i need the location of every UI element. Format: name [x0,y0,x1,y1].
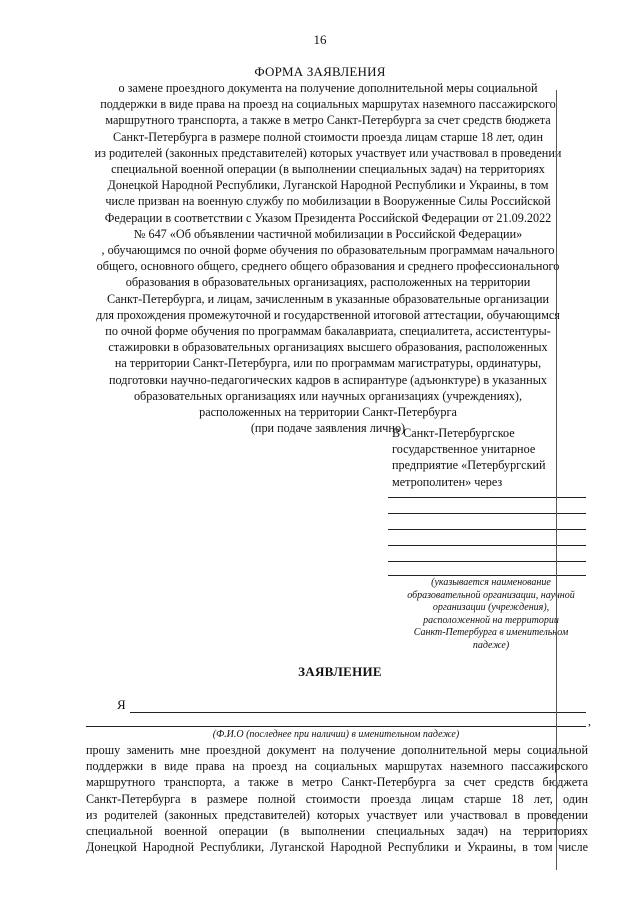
applicant-name-hint: (Ф.И.О (последнее при наличии) в именительном падеже) [212,729,460,740]
form-subtitle [78,80,578,436]
applicant-name-line[interactable] [130,712,586,713]
subtitle-line: маршрутного транспорта, а также в метро Санкт-Петербурга за счет средств бюджета [105,113,551,128]
subtitle-line: числе призван на военную службу по мобилизации в Вооруженные Силы Российской [105,194,551,209]
addressee-line: метрополитен» через [392,474,503,489]
addressee-line: предприятие «Петербургский [392,458,546,473]
addressee-line: государственное унитарное [392,442,536,457]
body-line: прошу заменить мне проездной документ на получение дополнительной меры социальной [86,743,588,757]
subtitle-line: (при подаче заявления лично) [250,421,406,436]
name-trailing-comma: , [588,714,591,728]
statement-title: ЗАЯВЛЕНИЕ [298,664,382,679]
subtitle-line: специальной военной операции (в выполнении специальных задач) на территориях [111,162,545,177]
subtitle-line: по очной форме обучения по программам бакалавриата, специалитета, ассистентуры- [105,324,551,339]
subtitle-line: для прохождения промежуточной и государственной итоговой аттестации, обучающимся [96,307,560,322]
subtitle-line: образования в образовательных организациях, расположенных на территории [125,275,531,290]
subtitle-line: , обучающимся по очной форме обучения по образовательным программам начального [101,243,555,258]
subtitle-line: на территории Санкт-Петербурга, или по программам магистратуры, ординатуры, [114,356,542,371]
subtitle-line: общего, основного общего, среднего общего образования и среднего профессионального [96,259,560,274]
subtitle-line: стажировки в образовательных организациях высшего образования, расположенных [108,340,548,355]
body-line: Донецкой Народной Республики, Луганской Народной Республики и Украины, в том числе [86,840,588,855]
body-line: маршрутного транспорта, а также в метро Санкт-Петербурга за счет средств бюджета [86,775,588,790]
addressee-block [392,425,592,490]
subtitle-line: образовательных организациях или научных организациях (учреждениях), [133,388,523,403]
body-line: из родителей (законных представителей) которых участвует или участвовал в проведении [86,807,588,822]
subtitle-line: Санкт-Петербурга, и лицам, зачисленным в указанные образовательные организации [106,291,550,306]
hint-line: Санкт-Петербурга в именительном [413,627,569,639]
subtitle-line: поддержки в виде права на проезд на социальных маршрутах наземного пассажирского [100,97,556,112]
subtitle-line: Федерации в соответствии с Указом Президента Российской Федерации от 21.09.2022 [104,210,552,225]
statement-body [86,742,588,855]
body-line: Санкт-Петербурга в размере полной стоимости проезда лицам старше 18 лет, один [86,791,588,806]
subtitle-line: № 647 «Об объявлении частичной мобилизации в Российской Федерации» [133,226,523,241]
subtitle-line: Санкт-Петербурга в размере полной стоимости проезда лицам старше 18 лет, один [113,129,543,144]
body-line: поддержки в виде права на проезд на социальных маршрутах наземного пассажирского [86,759,588,774]
hint-line: падеже) [472,639,510,651]
subtitle-line: из родителей (законных представителей) которых участвует или участвовал в проведении [94,145,562,160]
addressee-line: В Санкт-Петербургское [392,426,515,440]
body-line: специальной военной операции (в выполнении специальных задач) на территориях [86,824,588,839]
hint-line: организации (учреждения), [432,602,550,614]
subtitle-line: расположенных на территории Санкт-Петербурга [199,405,457,420]
form-title: ФОРМА ЗАЯВЛЕНИЯ [254,64,386,79]
page-number: 16 [313,32,327,47]
applicant-name-line[interactable] [86,726,586,727]
subtitle-line: Донецкой Народной Республики, Луганской Народной Республики и Украины, в том [107,178,549,193]
hint-line: образовательной организации, научной [407,589,575,601]
scan-margin-line [556,90,557,870]
applicant-label: Я [117,697,126,712]
subtitle-line: подготовки научно-педагогических кадров в аспирантуре (адъюнктуре) в указанных [109,372,547,387]
hint-line: расположенной на территории [423,614,559,626]
subtitle-line: о замене проездного документа на получение дополнительной меры социальной [118,81,538,95]
hint-line: (указывается наименование [431,577,551,588]
organization-hint [394,577,588,653]
